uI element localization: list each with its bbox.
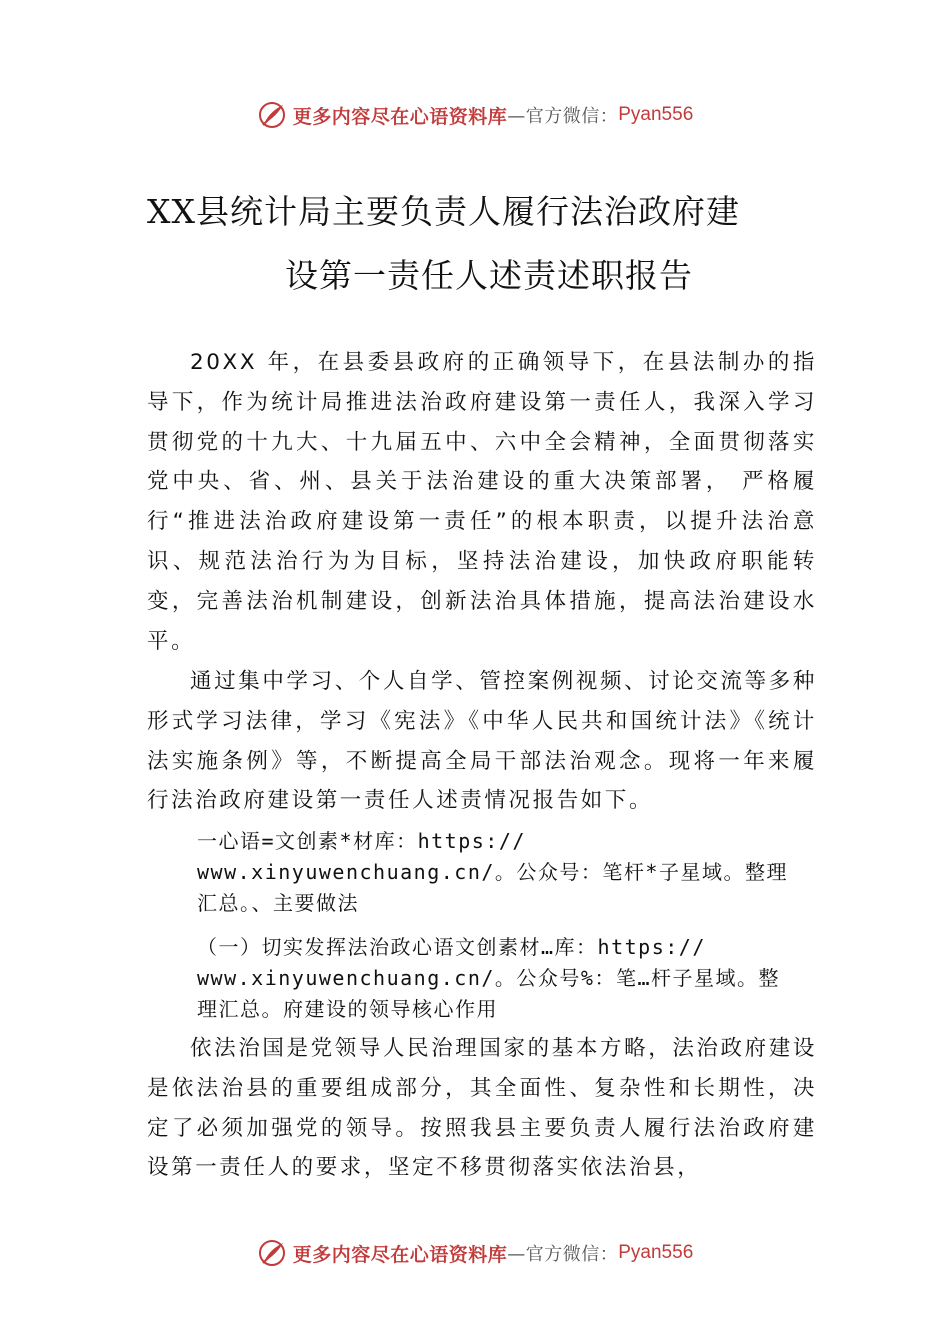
inserted-ad-paragraph-1 [197, 826, 822, 919]
quill-logo-icon [257, 100, 287, 130]
inserted-ad-line: 汇总。、主要做法 [197, 891, 359, 915]
banner-wechat-id: Pyan556 [618, 1242, 694, 1263]
section-heading-line: （一）切实发挥法治政心语文创素材…库：https:// [197, 935, 706, 959]
body-paragraph-2: 通过集中学习、个人自学、管控案例视频、讨论交流等多种形式学习法律，学习《宪法》《中华人民共和国统计法》《统计法实施条例》等，不断提高全局干部法治观念。现将一年来履行法治政府建设第一责任人述责情况报告如下。 [147, 669, 817, 814]
document-title-line-2: 设第一责任人述责述职报告 [285, 256, 693, 295]
banner-site-name: 更多内容尽在心语资料库 [292, 1243, 508, 1266]
banner-site-name: 更多内容尽在心语资料库 [292, 105, 508, 128]
section-heading-line: 理汇总。府建设的领导核心作用 [197, 997, 498, 1021]
inserted-ad-line: 一心语=文创素*材库：https:// [197, 829, 526, 853]
section-heading-line: www.xinyuwenchuang.cn/。公众号%：笔…杆子星域。整 [197, 966, 780, 990]
header-watermark-banner [0, 95, 950, 135]
footer-watermark-banner [0, 1233, 950, 1273]
body-paragraph-3: 依法治国是党领导人民治理国家的基本方略，法治政府建设是依法治县的重要组成部分，其全面性、复杂性和长期性，决定了必须加强党的领导。按照我县主要负责人履行法治政府建设第一责任人的要求，坚定不移贯彻落实依法治县， [147, 1036, 817, 1181]
inserted-ad-line: www.xinyuwenchuang.cn/。公众号：笔杆*子星域。整理 [197, 860, 788, 884]
banner-wechat-label: —官方微信： [507, 106, 619, 127]
banner-wechat-label: —官方微信： [507, 1244, 619, 1265]
quill-logo-icon [257, 1238, 287, 1268]
section-heading-1 [197, 932, 822, 1025]
body-paragraph-1: 20XX 年，在县委县政府的正确领导下，在县法制办的指导下，作为统计局推进法治政府建设第一责任人，我深入学习贯彻党的十九大、十九届五中、六中全会精神，全面贯彻落实党中央、省、州、县关于法治建设的重大决策部署， 严格履行“推进法治政府建设第一责任”的根本职责，以提升法治意识、规范法治行为为目标，坚持法治建设，加快政府职能转变，完善法治机制建设，创新法治具体措施，提高法治建设水平。 [147, 350, 817, 654]
document-title-line-1: XX县统计局主要负责人履行法治政府建 [147, 192, 740, 231]
banner-wechat-id: Pyan556 [618, 104, 694, 125]
